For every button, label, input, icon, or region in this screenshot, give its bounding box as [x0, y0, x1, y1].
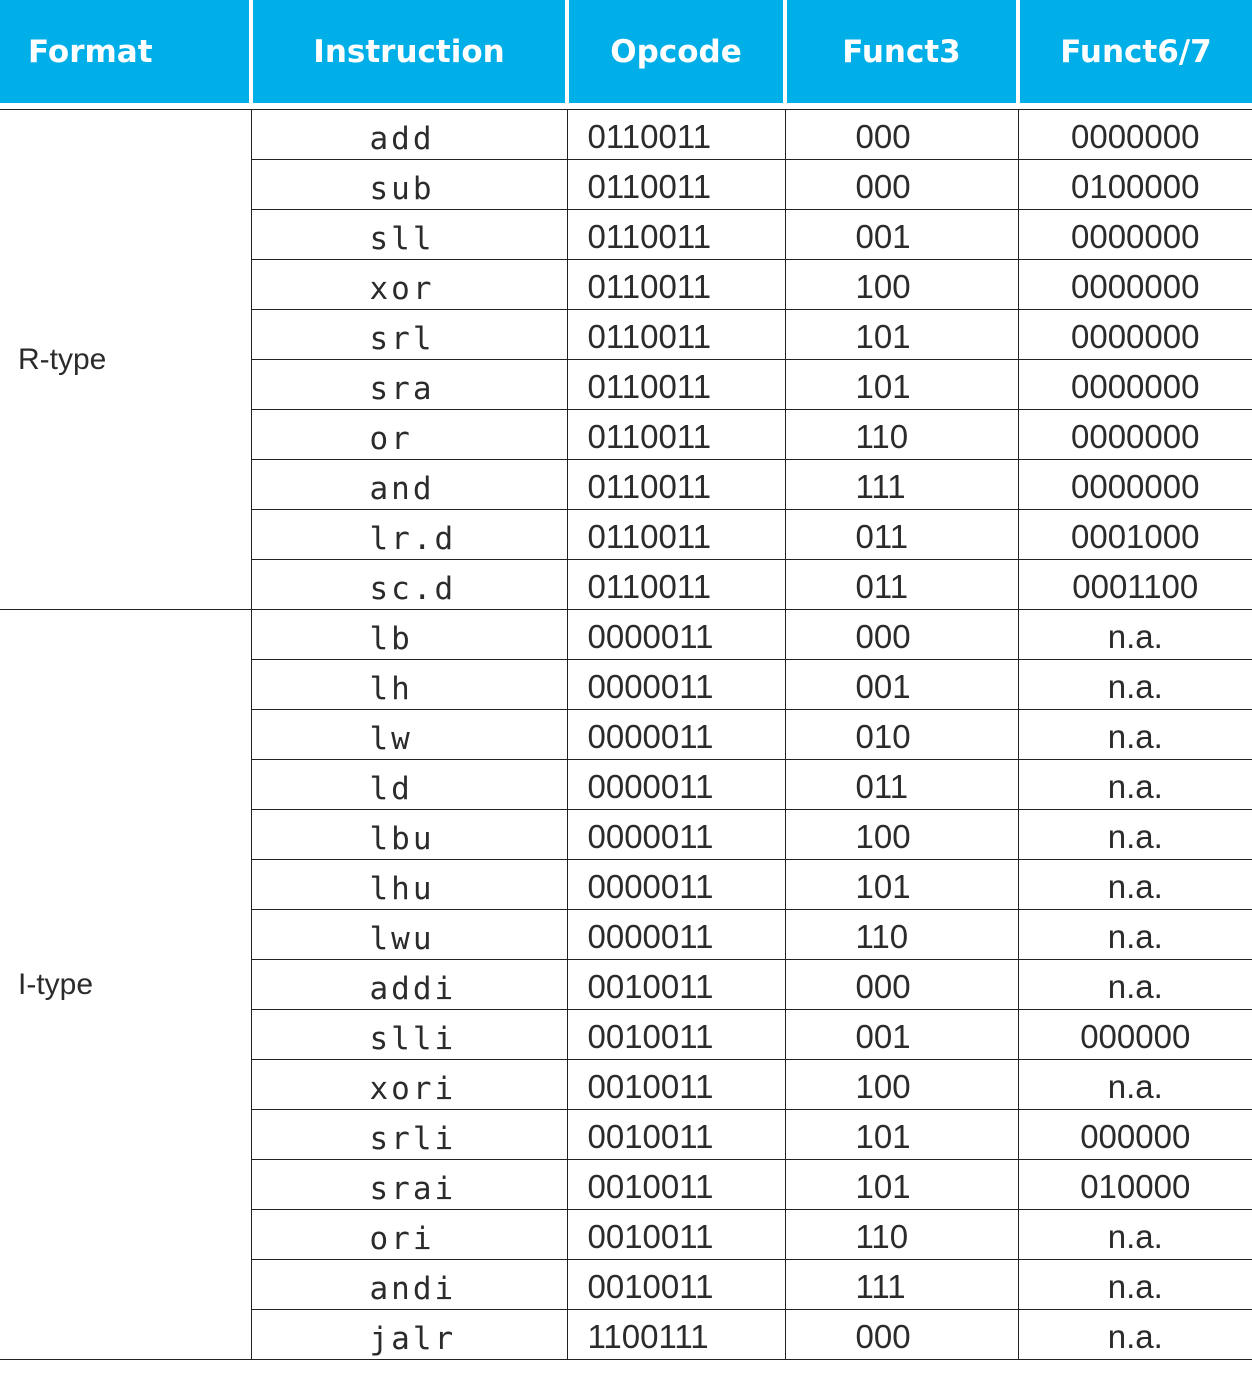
- opcode-cell: 0000011: [567, 860, 785, 910]
- instruction-cell: and: [251, 460, 567, 510]
- instruction-cell: jalr: [251, 1310, 567, 1360]
- instruction-cell: lb: [251, 610, 567, 660]
- opcode-cell: 0110011: [567, 510, 785, 560]
- funct67-cell: n.a.: [1018, 910, 1252, 960]
- funct3-cell: 011: [785, 560, 1018, 610]
- table-row: [0, 110, 1252, 160]
- instruction-cell: lr.d: [251, 510, 567, 560]
- opcode-cell: 0010011: [567, 1160, 785, 1210]
- funct67-cell: 010000: [1018, 1160, 1252, 1210]
- funct67-cell: 0000000: [1018, 460, 1252, 510]
- funct3-cell: 000: [785, 960, 1018, 1010]
- funct3-cell: 100: [785, 810, 1018, 860]
- instruction-cell: sub: [251, 160, 567, 210]
- instruction-cell: sra: [251, 360, 567, 410]
- table-body: [0, 110, 1252, 1360]
- opcode-cell: 0010011: [567, 1260, 785, 1310]
- funct3-cell: 101: [785, 1160, 1018, 1210]
- funct67-cell: 0000000: [1018, 410, 1252, 460]
- instruction-cell: srli: [251, 1110, 567, 1160]
- opcode-cell: 0110011: [567, 310, 785, 360]
- opcode-cell: 0000011: [567, 610, 785, 660]
- instruction-cell: lhu: [251, 860, 567, 910]
- funct67-cell: n.a.: [1018, 810, 1252, 860]
- column-header-format: Format: [0, 0, 251, 103]
- funct3-cell: 111: [785, 1260, 1018, 1310]
- opcode-cell: 0010011: [567, 960, 785, 1010]
- funct3-cell: 001: [785, 660, 1018, 710]
- opcode-cell: 0010011: [567, 1060, 785, 1110]
- funct3-cell: 101: [785, 360, 1018, 410]
- table-header: [0, 0, 1252, 110]
- opcode-cell: 0000011: [567, 710, 785, 760]
- funct3-cell: 101: [785, 1110, 1018, 1160]
- funct67-cell: 0001000: [1018, 510, 1252, 560]
- header-row: [0, 0, 1252, 103]
- funct67-cell: 000000: [1018, 1110, 1252, 1160]
- opcode-cell: 0110011: [567, 460, 785, 510]
- opcode-cell: 0110011: [567, 210, 785, 260]
- funct3-cell: 010: [785, 710, 1018, 760]
- funct67-cell: 0000000: [1018, 210, 1252, 260]
- funct3-cell: 000: [785, 160, 1018, 210]
- instruction-cell: or: [251, 410, 567, 460]
- funct3-cell: 110: [785, 410, 1018, 460]
- funct3-cell: 011: [785, 760, 1018, 810]
- column-header-opcode: Opcode: [567, 0, 785, 103]
- opcode-cell: 0010011: [567, 1010, 785, 1060]
- instruction-cell: lw: [251, 710, 567, 760]
- funct3-cell: 000: [785, 610, 1018, 660]
- funct3-cell: 100: [785, 260, 1018, 310]
- funct67-cell: 0000000: [1018, 110, 1252, 160]
- funct3-cell: 111: [785, 460, 1018, 510]
- instruction-cell: ld: [251, 760, 567, 810]
- funct67-cell: n.a.: [1018, 660, 1252, 710]
- funct67-cell: n.a.: [1018, 760, 1252, 810]
- opcode-cell: 0000011: [567, 760, 785, 810]
- funct3-cell: 000: [785, 110, 1018, 160]
- funct67-cell: 000000: [1018, 1010, 1252, 1060]
- funct67-cell: n.a.: [1018, 1210, 1252, 1260]
- funct3-cell: 100: [785, 1060, 1018, 1110]
- instruction-cell: sc.d: [251, 560, 567, 610]
- opcode-cell: 0110011: [567, 560, 785, 610]
- opcode-cell: 0000011: [567, 910, 785, 960]
- instruction-cell: add: [251, 110, 567, 160]
- funct3-cell: 110: [785, 1210, 1018, 1260]
- instruction-cell: lwu: [251, 910, 567, 960]
- instruction-cell: srl: [251, 310, 567, 360]
- opcode-cell: 0110011: [567, 260, 785, 310]
- column-header-instruction: Instruction: [251, 0, 567, 103]
- format-cell: I-type: [0, 610, 251, 1360]
- opcode-cell: 0010011: [567, 1110, 785, 1160]
- funct67-cell: n.a.: [1018, 1260, 1252, 1310]
- instruction-cell: andi: [251, 1260, 567, 1310]
- funct67-cell: 0100000: [1018, 160, 1252, 210]
- column-header-funct3: Funct3: [785, 0, 1018, 103]
- opcode-cell: 0110011: [567, 410, 785, 460]
- funct67-cell: n.a.: [1018, 1310, 1252, 1360]
- funct3-cell: 001: [785, 1010, 1018, 1060]
- funct3-cell: 000: [785, 1310, 1018, 1360]
- funct67-cell: 0000000: [1018, 360, 1252, 410]
- funct67-cell: n.a.: [1018, 960, 1252, 1010]
- opcode-cell: 0110011: [567, 360, 785, 410]
- funct3-cell: 011: [785, 510, 1018, 560]
- funct3-cell: 101: [785, 860, 1018, 910]
- table-row: [0, 610, 1252, 660]
- opcode-cell: 0110011: [567, 160, 785, 210]
- instruction-cell: addi: [251, 960, 567, 1010]
- funct67-cell: n.a.: [1018, 860, 1252, 910]
- funct67-cell: n.a.: [1018, 1060, 1252, 1110]
- instruction-cell: xor: [251, 260, 567, 310]
- instruction-cell: srai: [251, 1160, 567, 1210]
- funct67-cell: n.a.: [1018, 710, 1252, 760]
- opcode-cell: 0000011: [567, 810, 785, 860]
- opcode-cell: 1100111: [567, 1310, 785, 1360]
- funct3-cell: 101: [785, 310, 1018, 360]
- opcode-cell: 0010011: [567, 1210, 785, 1260]
- funct67-cell: n.a.: [1018, 610, 1252, 660]
- funct67-cell: 0001100: [1018, 560, 1252, 610]
- column-header-funct67: Funct6/7: [1018, 0, 1252, 103]
- instruction-cell: sll: [251, 210, 567, 260]
- format-cell: R-type: [0, 110, 251, 610]
- funct3-cell: 001: [785, 210, 1018, 260]
- funct3-cell: 110: [785, 910, 1018, 960]
- instruction-cell: xori: [251, 1060, 567, 1110]
- opcode-cell: 0000011: [567, 660, 785, 710]
- instruction-cell: lbu: [251, 810, 567, 860]
- instruction-cell: lh: [251, 660, 567, 710]
- instruction-cell: slli: [251, 1010, 567, 1060]
- instruction-cell: ori: [251, 1210, 567, 1260]
- opcode-cell: 0110011: [567, 110, 785, 160]
- funct67-cell: 0000000: [1018, 260, 1252, 310]
- funct67-cell: 0000000: [1018, 310, 1252, 360]
